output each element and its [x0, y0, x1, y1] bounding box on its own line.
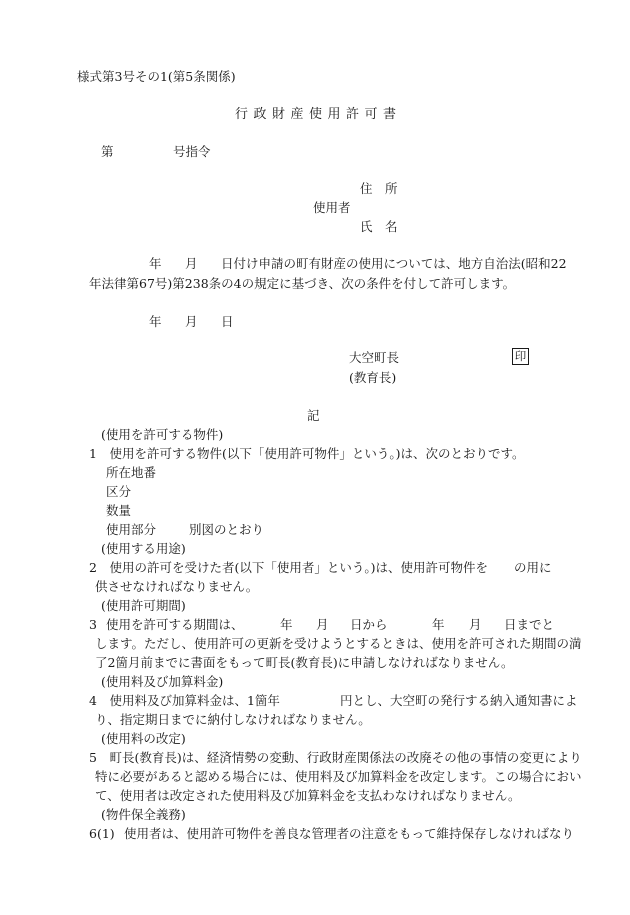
- s2-text-a: 2 使用の許可を受けた者(以下「使用者」という。)は、使用許可物件を: [89, 560, 488, 575]
- s3-part-1: 使用を許可する期間は、: [106, 617, 244, 632]
- s1-item-location: 所在地番: [106, 465, 157, 480]
- s3-heading: (使用許可期間): [101, 598, 186, 613]
- s3-line-2: します。ただし、使用許可の更新を受けようとするときは、使用を許可された期間の満: [95, 636, 582, 651]
- s1-item-category: 区分: [106, 484, 132, 499]
- s6-line-1: 使用者は、使用許可物件を善良な管理者の注意をもって維持保存しなければなり: [124, 826, 575, 841]
- s5-line-2: 特に必要があると認める場合には、使用料及び加算料金を改定します。この場合におい: [95, 769, 582, 784]
- s3-from: 日から: [350, 617, 388, 632]
- s4-text-a: 4 使用料及び加算料金は、1箇年: [89, 693, 280, 708]
- s1-item-portion: 使用部分: [106, 522, 157, 537]
- issue-year: 年: [149, 314, 162, 329]
- issuer-mayor: 大空町長: [349, 350, 400, 365]
- s4-heading: (使用料及び加算料金): [101, 674, 224, 689]
- issue-day: 日: [221, 314, 234, 329]
- s6-heading: (物件保全義務): [101, 807, 186, 822]
- intro-line-2: 年法律第67号)第238条の4の規定に基づき、次の条件を付して許可します。: [89, 276, 516, 291]
- s1-text: 1 使用を許可する物件(以下「使用許可物件」という。)は、次のとおりです。: [89, 446, 525, 461]
- intro-month: 月: [185, 256, 198, 271]
- s2-heading: (使用する用途): [101, 541, 186, 556]
- s3-until: 日までと: [504, 617, 555, 632]
- seal-mark: 印: [512, 348, 529, 365]
- document-title: 行政財産使用許可書: [235, 107, 402, 122]
- s3-number: 3: [89, 617, 97, 632]
- s3-month-from: 月: [316, 617, 329, 632]
- issue-month: 月: [185, 314, 198, 329]
- s2-text-c: 供させなければなりません。: [95, 579, 259, 594]
- applicant-label: 使用者: [313, 200, 351, 215]
- s1-portion-value: 別図のとおり: [189, 522, 265, 537]
- s5-line-3: て、使用者は改定された使用料及び加算料金を支払わなければなりません。: [95, 788, 521, 803]
- s3-line-3: 了2箇月前までに書面をもって町長(教育長)に申請しなければなりません。: [95, 655, 514, 670]
- applicant-address-label: 住 所: [360, 181, 398, 196]
- s1-item-quantity: 数量: [106, 503, 132, 518]
- number-prefix: 第: [101, 144, 114, 159]
- applicant-name-label: 氏 名: [360, 219, 398, 234]
- s6-number: 6(1): [89, 826, 115, 841]
- ki-heading: 記: [307, 408, 320, 423]
- form-label: 様式第3号その1(第5条関係): [77, 69, 236, 84]
- s4-text-b: 円とし、大空町の発行する納入通知書によ: [340, 693, 578, 708]
- s3-month-until: 月: [469, 617, 482, 632]
- s5-line-1: 5 町長(教育長)は、経済情勢の変動、行政財産関係法の改廃その他の事情の変更により: [89, 750, 582, 765]
- issuer-education-chief: (教育長): [349, 370, 397, 385]
- s2-text-b: の用に: [514, 560, 552, 575]
- s1-heading: (使用を許可する物件): [101, 427, 224, 442]
- s3-year-until: 年: [432, 617, 445, 632]
- s5-heading: (使用料の改定): [101, 731, 186, 746]
- number-suffix: 号指令: [173, 144, 211, 159]
- intro-year: 年: [149, 256, 162, 271]
- s4-line-2: り、指定期日までに納付しなければなりません。: [95, 712, 371, 727]
- intro-line-1: 日付け申請の町有財産の使用については、地方自治法(昭和22: [221, 256, 567, 271]
- s3-year-from: 年: [280, 617, 293, 632]
